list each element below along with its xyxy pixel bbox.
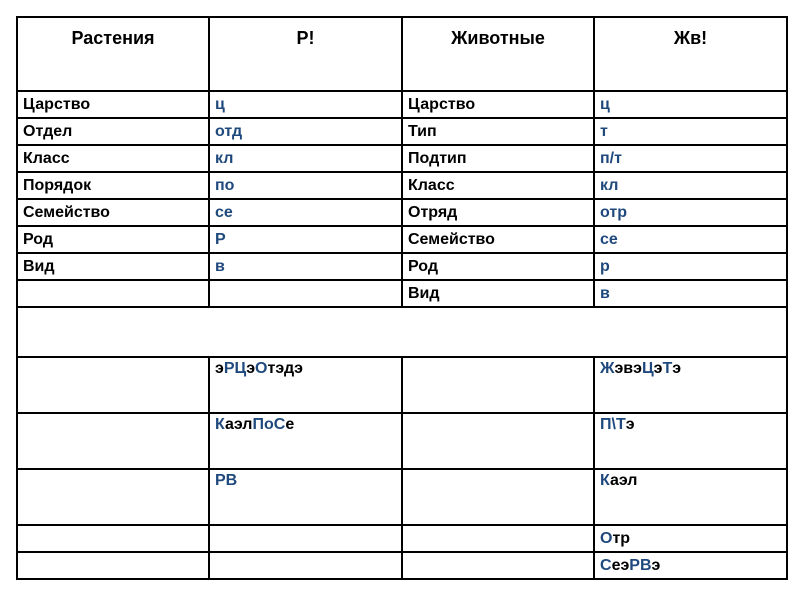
plant-mnemonic-cell bbox=[209, 469, 402, 525]
mnemonic-segment: аэл bbox=[609, 472, 638, 489]
rank-cell: Тип bbox=[402, 118, 594, 145]
rank-cell: Класс bbox=[17, 145, 209, 172]
animal-mnemonic-cell bbox=[594, 357, 787, 413]
mnemonic-segment: аэл bbox=[224, 416, 253, 433]
rank-cell: Вид bbox=[17, 253, 209, 280]
column-header: Р! bbox=[209, 17, 402, 91]
mnemonic-row bbox=[17, 552, 787, 579]
mnemonic-segment: э bbox=[653, 360, 663, 377]
table-row bbox=[17, 253, 787, 280]
rank-cell: Род bbox=[402, 253, 594, 280]
rank-cell: Порядок bbox=[17, 172, 209, 199]
mnemonic-row bbox=[17, 469, 787, 525]
column-header: Животные bbox=[402, 17, 594, 91]
mnemonic-segment: С bbox=[600, 556, 612, 574]
abbreviation-cell: п/т bbox=[594, 145, 787, 172]
spacer-row bbox=[17, 307, 787, 357]
plant-mnemonic-cell bbox=[209, 413, 402, 469]
mnemonic-segment: К bbox=[215, 416, 225, 433]
mnemonic-segment: е bbox=[285, 416, 295, 433]
abbreviation-cell: ц bbox=[209, 91, 402, 118]
mnemonic-segment: э bbox=[215, 360, 224, 377]
mnemonic-segment: Т bbox=[662, 360, 673, 377]
abbreviation-cell: ц bbox=[594, 91, 787, 118]
mnemonic-segment: тэдэ bbox=[267, 360, 303, 377]
abbreviation-cell: в bbox=[594, 280, 787, 307]
abbreviation-cell: р bbox=[594, 253, 787, 280]
mnemonic-segment: П\Т bbox=[600, 416, 626, 433]
column-header: Растения bbox=[17, 17, 209, 91]
empty-cell bbox=[402, 469, 594, 525]
rank-cell: Вид bbox=[402, 280, 594, 307]
mnemonic-segment: РВ bbox=[629, 556, 652, 574]
mnemonic-row bbox=[17, 357, 787, 413]
mnemonic-segment: э bbox=[672, 360, 682, 377]
rank-cell: Семейство bbox=[17, 199, 209, 226]
empty-cell bbox=[17, 357, 209, 413]
animal-mnemonic-cell bbox=[594, 552, 787, 579]
rank-cell: Царство bbox=[402, 91, 594, 118]
animal-mnemonic-cell bbox=[594, 413, 787, 469]
mnemonic-segment: э bbox=[625, 416, 635, 433]
table-row bbox=[17, 226, 787, 253]
mnemonic-segment: Ж bbox=[600, 360, 615, 377]
empty-cell bbox=[402, 357, 594, 413]
mnemonic-segment: э bbox=[246, 360, 256, 377]
mnemonic-segment: К bbox=[600, 472, 610, 489]
table-row bbox=[17, 199, 787, 226]
header-row bbox=[17, 17, 787, 91]
abbreviation-cell: отд bbox=[209, 118, 402, 145]
abbreviation-cell: в bbox=[209, 253, 402, 280]
mnemonic-segment: РЦ bbox=[223, 360, 247, 377]
taxonomy-table bbox=[16, 16, 788, 580]
abbreviation-cell: по bbox=[209, 172, 402, 199]
mnemonic-row bbox=[17, 413, 787, 469]
animal-mnemonic-cell bbox=[594, 469, 787, 525]
abbreviation-cell bbox=[209, 280, 402, 307]
abbreviation-cell: се bbox=[594, 226, 787, 253]
empty-cell bbox=[17, 525, 209, 552]
rank-cell: Отдел bbox=[17, 118, 209, 145]
rank-cell: Отряд bbox=[402, 199, 594, 226]
empty-cell bbox=[17, 469, 209, 525]
mnemonic-segment: По bbox=[252, 416, 274, 433]
table-row bbox=[17, 145, 787, 172]
abbreviation-cell: отр bbox=[594, 199, 787, 226]
table-row bbox=[17, 172, 787, 199]
mnemonic-row bbox=[17, 525, 787, 552]
mnemonic-segment: тр bbox=[612, 529, 631, 547]
plant-mnemonic-cell bbox=[209, 552, 402, 579]
mnemonic-segment: С bbox=[273, 416, 286, 433]
table-row bbox=[17, 118, 787, 145]
mnemonic-segment: э bbox=[651, 556, 661, 574]
abbreviation-cell: се bbox=[209, 199, 402, 226]
merged-empty-cell bbox=[17, 307, 787, 357]
mnemonic-segment: РВ bbox=[215, 472, 238, 489]
abbreviation-cell: Р bbox=[209, 226, 402, 253]
mnemonic-segment: Ц bbox=[641, 360, 654, 377]
plant-mnemonic-cell bbox=[209, 357, 402, 413]
rank-cell: Класс bbox=[402, 172, 594, 199]
plant-mnemonic-cell bbox=[209, 525, 402, 552]
mnemonic-segment: О bbox=[600, 529, 613, 547]
rank-cell bbox=[17, 280, 209, 307]
empty-cell bbox=[402, 552, 594, 579]
rank-cell: Семейство bbox=[402, 226, 594, 253]
mnemonic-segment: эвэ bbox=[614, 360, 642, 377]
animal-mnemonic-cell bbox=[594, 525, 787, 552]
abbreviation-cell: т bbox=[594, 118, 787, 145]
table-row bbox=[17, 91, 787, 118]
rank-cell: Царство bbox=[17, 91, 209, 118]
mnemonic-segment: еэ bbox=[611, 556, 630, 574]
rank-cell: Род bbox=[17, 226, 209, 253]
empty-cell bbox=[17, 413, 209, 469]
table-row bbox=[17, 280, 787, 307]
mnemonic-segment: О bbox=[255, 360, 268, 377]
empty-cell bbox=[17, 552, 209, 579]
abbreviation-cell: кл bbox=[209, 145, 402, 172]
column-header: Жв! bbox=[594, 17, 787, 91]
empty-cell bbox=[402, 525, 594, 552]
rank-cell: Подтип bbox=[402, 145, 594, 172]
abbreviation-cell: кл bbox=[594, 172, 787, 199]
empty-cell bbox=[402, 413, 594, 469]
